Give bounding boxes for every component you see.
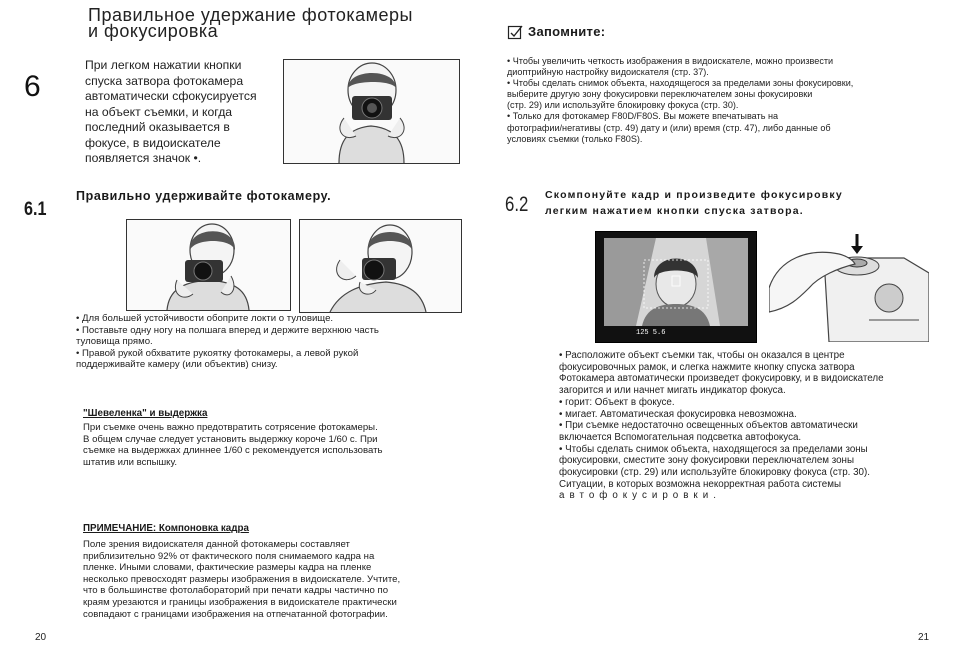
intro-line: автоматически сфокусируется xyxy=(85,89,257,103)
viewfinder-readout: 125 5.6 xyxy=(636,329,666,337)
text-line: краям урезаются и границы изображения в видоискателе практически xyxy=(83,596,397,608)
photographer-illustration xyxy=(283,59,460,164)
list-item: фокусировки (стр. 29) или используйте блокировку фокуса (стр. 30). xyxy=(559,467,870,479)
intro-line: на объект съемки, и когда xyxy=(85,104,233,119)
list-item: • При съемке недостаточно освещенных объектов автоматически xyxy=(559,420,858,432)
list-item: выберите другую зону фокусировки переключателем зоны фокусировки xyxy=(507,89,813,100)
list-item: • горит: Объект в фокусе. xyxy=(559,396,675,408)
list-item: (стр. 29) или используйте блокировку фокуса (стр. 30). xyxy=(507,100,739,111)
list-item: диоптрийную настройку видоискателя (стр. 37). xyxy=(507,67,709,78)
list-item: • Чтобы сделать снимок объекта, находящегося за пределами зоны фокусировки, xyxy=(507,78,854,89)
list-item: Фотокамера автоматически произведет фокусировку, и в видоискателе xyxy=(559,373,884,385)
note-heading: ПРИМЕЧАНИЕ: Компоновка кадра xyxy=(83,523,249,534)
list-item: загорится и или начнет мигать индикатор фокуса. xyxy=(559,385,786,397)
list-item: туловища прямо. xyxy=(76,336,153,348)
list-item: • Чтобы сделать снимок объекта, находящегося за пределами зоны xyxy=(559,443,868,455)
text-line: совпадают с границами изображения на отпечатанной фотографии. xyxy=(83,608,388,620)
subsection-heading-line2: легким нажатием кнопки спуска затвора. xyxy=(545,205,804,217)
list-item: фокусировочных рамок, и слегка нажмите кнопку спуска затвора xyxy=(559,361,855,373)
list-item: • Правой рукой обхватите рукоятку фотокамеры, а левой рукой xyxy=(76,347,359,359)
remember-heading: Запомните: xyxy=(528,24,606,39)
intro-line: фокусе, в видоискателе xyxy=(85,135,221,150)
list-item: • Поставьте одну ногу на полшага вперед и держите верхнюю часть xyxy=(76,324,379,336)
hold-camera-illustration xyxy=(126,219,291,311)
list-item: фокусировки, сместите зону фокусировки переключателем зоны xyxy=(559,455,855,467)
list-item: • Чтобы увеличить четкость изображения в видоискателе, можно произвести xyxy=(507,56,834,66)
list-item: • мигает. Автоматическая фокусировка невозможна. xyxy=(559,408,797,420)
intro-line: появляется значок •. xyxy=(85,151,202,165)
camera-shake-heading: "Шевеленка" и выдержка xyxy=(83,408,208,419)
text-line: пленке. Иными словами, фактические размеры кадра на пленке xyxy=(83,562,372,574)
list-item: включается Вспомогательная подсветка автофокуса. xyxy=(559,431,802,443)
text-line: При съемке очень важно предотвратить сотрясение фотокамеры. xyxy=(83,422,378,433)
intro-line: спуска затвора фотокамера xyxy=(85,73,244,88)
list-item: Ситуации, в которых возможна некорректная работа системы xyxy=(559,478,841,490)
focus-instructions xyxy=(559,350,884,502)
text-line: съемке на выдержках длиннее 1/60 с рекомендуется использовать xyxy=(83,445,383,457)
list-item: автофокусировки. xyxy=(559,490,721,502)
text-line: приблизительно 92% от фактического поля снимаемого кадра на xyxy=(83,550,375,562)
subsection-number: 6.1 xyxy=(24,199,47,220)
subsection-number: 6.2 xyxy=(505,193,529,216)
text-line: несколько превосходят размеры изображения в видоискателе. Учтите, xyxy=(83,573,401,585)
page-title-line1: Правильное удержание фотокамеры xyxy=(88,5,413,25)
intro-line: последний оказывается в xyxy=(85,120,230,134)
checkbox-icon xyxy=(507,25,523,46)
intro-line: При легком нажатии кнопки xyxy=(85,58,242,72)
page-number: 20 xyxy=(35,632,47,643)
shutter-button-illustration xyxy=(769,228,929,342)
subsection-heading-line1: Скомпонуйте кадр и произведите фокусировку xyxy=(545,189,843,201)
list-item: фотографии/негативы (стр. 49) дату и (или) время (стр. 47), либо данные об xyxy=(507,122,831,133)
text-line: В общем случае следует установить выдержку короче 1/60 с. При xyxy=(83,433,378,445)
page-number: 21 xyxy=(918,632,930,643)
text-line: штатив или вспышку. xyxy=(83,456,177,468)
list-item: • Только для фотокамер F80D/F80S. Вы можете впечатывать на xyxy=(507,111,779,122)
camera-shake-text xyxy=(83,422,383,468)
text-line: что в большинстве фотолабораторий при печати кадры частично по xyxy=(83,585,389,597)
text-line: Поле зрения видоискателя данной фотокамеры составляет xyxy=(83,539,350,550)
remember-list xyxy=(507,56,853,145)
page-title-line2: и фокусировка xyxy=(88,21,219,41)
right-page xyxy=(477,0,954,661)
list-item: поддерживайте камеру (или объектив) снизу. xyxy=(76,359,278,371)
note-text xyxy=(83,539,400,620)
list-item: условиях съемки (только F80S). xyxy=(507,133,643,144)
intro-text xyxy=(85,58,270,167)
list-item: • Для большей устойчивости обоприте локти о туловище. xyxy=(76,313,334,324)
hold-lens-illustration xyxy=(299,219,462,313)
section-number: 6 xyxy=(24,70,41,103)
viewfinder-image xyxy=(595,231,757,343)
list-item: • Расположите объект съемки так, чтобы он оказался в центре xyxy=(559,350,845,361)
holding-tips-list xyxy=(76,313,379,371)
subsection-heading: Правильно удерживайте фотокамеру. xyxy=(76,189,332,203)
